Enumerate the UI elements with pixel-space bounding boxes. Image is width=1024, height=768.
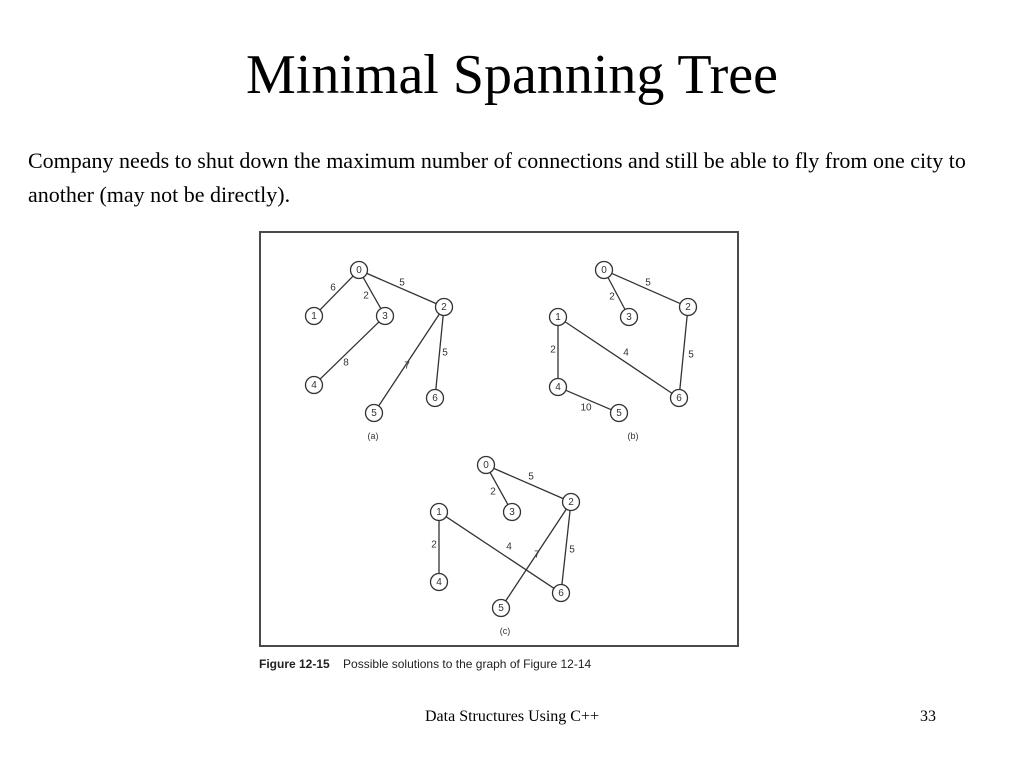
edge-weight-1-4: 2 [431, 539, 437, 551]
subgraph-c [431, 457, 580, 637]
node-label: 5 [616, 408, 622, 419]
node-label: 0 [483, 460, 489, 471]
node-5 [611, 405, 628, 422]
edge-weight-0-3: 2 [490, 486, 496, 498]
node-5 [366, 405, 383, 422]
slide-title: Minimal Spanning Tree [245, 44, 779, 106]
node-label: 6 [432, 393, 438, 404]
node-0 [596, 262, 613, 279]
node-1 [306, 308, 323, 325]
node-1 [431, 504, 448, 521]
node-3 [621, 309, 638, 326]
node-4 [306, 377, 323, 394]
node-label: 3 [509, 507, 515, 518]
edge-1-6 [565, 322, 672, 394]
edge-weight-0-1: 6 [330, 282, 336, 294]
page-number: 33 [920, 708, 936, 725]
edge-weight-0-3: 2 [609, 291, 615, 303]
node-1 [550, 309, 567, 326]
node-label: 2 [568, 497, 574, 508]
edge-weight-1-6: 4 [623, 347, 629, 359]
edge-weight-1-6: 4 [506, 541, 512, 553]
edge-2-6 [680, 315, 687, 389]
node-4 [550, 379, 567, 396]
subgraph-a [306, 262, 453, 442]
edge-weight-0-2: 5 [399, 277, 405, 289]
node-label: 4 [555, 382, 561, 393]
edge-weight-0-2: 5 [528, 471, 534, 483]
node-0 [351, 262, 368, 279]
slide-footer: Data Structures Using C++ [424, 708, 600, 725]
node-label: 0 [356, 265, 362, 276]
node-label: 5 [498, 603, 504, 614]
node-2 [436, 299, 453, 316]
edge-weight-2-5: 7 [404, 360, 410, 372]
subgraph-b [550, 262, 697, 442]
figure-caption [259, 657, 591, 671]
node-label: 2 [685, 302, 691, 313]
node-6 [427, 390, 444, 407]
edge-3-4 [320, 322, 379, 379]
figure-frame [259, 231, 739, 647]
edge-weight-4-5: 10 [580, 402, 592, 414]
edge-weight-2-6: 5 [442, 347, 448, 359]
node-label: 1 [436, 507, 442, 518]
figure-number: Figure 12-15 [259, 657, 330, 671]
node-label: 6 [676, 393, 682, 404]
node-label: 1 [311, 311, 317, 322]
node-6 [553, 585, 570, 602]
node-label: 1 [555, 312, 561, 323]
node-label: 3 [626, 312, 632, 323]
node-4 [431, 574, 448, 591]
edge-weight-2-6: 5 [569, 544, 575, 556]
edge-weight-2-5: 7 [534, 549, 540, 561]
slide-body-text: Company needs to shut down the maximum number of connections and still be able to fly from one city to another (may not be directly). [28, 148, 966, 207]
node-label: 6 [558, 588, 564, 599]
node-3 [377, 308, 394, 325]
edge-0-1 [320, 276, 353, 310]
node-label: 4 [311, 380, 317, 391]
node-2 [563, 494, 580, 511]
node-label: 2 [441, 302, 447, 313]
edge-weight-0-3: 2 [363, 290, 369, 302]
node-label: 3 [382, 311, 388, 322]
subgraph-caption-b: (b) [627, 431, 639, 441]
edge-weight-1-4: 2 [550, 344, 556, 356]
node-label: 5 [371, 408, 377, 419]
node-label: 0 [601, 265, 607, 276]
node-label: 4 [436, 577, 442, 588]
subgraph-caption-a: (a) [367, 431, 379, 441]
figure-caption-text: Possible solutions to the graph of Figure 12-14 [343, 657, 592, 671]
node-0 [478, 457, 495, 474]
edge-weight-3-4: 8 [343, 357, 349, 369]
subgraph-caption-c: (c) [499, 626, 511, 636]
node-2 [680, 299, 697, 316]
edge-weight-2-6: 5 [688, 349, 694, 361]
spanning-tree-diagrams [261, 233, 737, 645]
node-5 [493, 600, 510, 617]
node-6 [671, 390, 688, 407]
node-3 [504, 504, 521, 521]
edge-weight-0-2: 5 [645, 277, 651, 289]
